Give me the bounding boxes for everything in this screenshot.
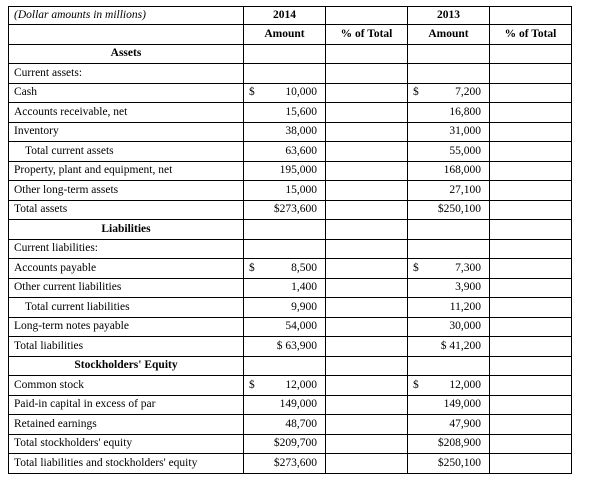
amount-2013: 12,000 — [449, 378, 481, 391]
amount-2013: $250,100 — [408, 200, 490, 220]
table-row — [9, 337, 572, 357]
subheader-row — [9, 239, 572, 259]
row-label: Retained earnings — [9, 415, 244, 435]
amount-2014: 12,000 — [285, 378, 317, 391]
pct-2014-header: % of Total — [326, 25, 408, 45]
row-label: Long-term notes payable — [9, 317, 244, 337]
amount-2013: 7,300 — [455, 261, 481, 274]
amount-2014: 63,600 — [244, 142, 326, 162]
table-row — [9, 122, 572, 142]
section-row-assets — [9, 44, 572, 64]
amount-2013: $250,100 — [408, 454, 490, 474]
section-row-equity — [9, 356, 572, 376]
row-label: Cash — [9, 83, 244, 103]
row-label: Total liabilities and stockholders' equity — [9, 454, 244, 474]
table-row — [9, 103, 572, 123]
amount-2013: 7,200 — [455, 86, 481, 99]
row-label: Common stock — [9, 376, 244, 396]
table-row — [9, 200, 572, 220]
amount-2014: 15,600 — [244, 103, 326, 123]
table-row — [9, 395, 572, 415]
section-title-assets: Assets — [9, 44, 244, 64]
header-row-columns — [9, 25, 572, 45]
amount-2013: 27,100 — [408, 181, 490, 201]
amount-2013: 30,000 — [408, 317, 490, 337]
subheader-row — [9, 64, 572, 84]
table-row — [9, 317, 572, 337]
table-row — [9, 142, 572, 162]
amount-2014: 149,000 — [244, 395, 326, 415]
table-row — [9, 298, 572, 318]
current-liabilities-label: Current liabilities: — [9, 239, 244, 259]
amount-2013: 16,800 — [408, 103, 490, 123]
amount-2013-header: Amount — [408, 25, 490, 45]
amount-2014: 15,000 — [244, 181, 326, 201]
amount-2014: 48,700 — [244, 415, 326, 435]
section-title-liabilities: Liabilities — [9, 220, 244, 240]
row-label: Inventory — [9, 122, 244, 142]
amount-2014-header: Amount — [244, 25, 326, 45]
amount-2013: 47,900 — [408, 415, 490, 435]
section-title-equity: Stockholders' Equity — [9, 356, 244, 376]
row-label: Accounts payable — [9, 259, 244, 279]
row-label: Total assets — [9, 200, 244, 220]
balance-sheet-table — [8, 6, 572, 474]
table-row: Cash $ 10,000 $ 7,200 — [9, 83, 572, 103]
row-label: Property, plant and equipment, net — [9, 161, 244, 181]
amount-2014: 38,000 — [244, 122, 326, 142]
amount-2014: $ 63,900 — [244, 337, 326, 357]
table-caption: (Dollar amounts in millions) — [9, 7, 244, 25]
table-row: Accounts payable $ 8,500 $ 7,300 — [9, 259, 572, 279]
table-row — [9, 278, 572, 298]
row-label: Accounts receivable, net — [9, 103, 244, 123]
row-label: Other current liabilities — [9, 278, 244, 298]
table-row — [9, 161, 572, 181]
row-label: Other long-term assets — [9, 181, 244, 201]
amount-2013: 55,000 — [408, 142, 490, 162]
row-label: Total current assets — [9, 142, 244, 162]
amount-2013: 31,000 — [408, 122, 490, 142]
amount-2014: 9,900 — [244, 298, 326, 318]
amount-2014: $209,700 — [244, 434, 326, 454]
amount-2013: 149,000 — [408, 395, 490, 415]
header-row-years — [9, 7, 572, 25]
table-row: Common stock $ 12,000 $ 12,000 — [9, 376, 572, 396]
table-row — [9, 415, 572, 435]
row-label: Total stockholders' equity — [9, 434, 244, 454]
amount-2014: 8,500 — [291, 261, 317, 274]
amount-2014: $273,600 — [244, 200, 326, 220]
section-row-liabilities — [9, 220, 572, 240]
table-row — [9, 181, 572, 201]
amount-2013: 11,200 — [408, 298, 490, 318]
amount-2014: $273,600 — [244, 454, 326, 474]
amount-2013: 168,000 — [408, 161, 490, 181]
table-row — [9, 434, 572, 454]
amount-2014: 195,000 — [244, 161, 326, 181]
current-assets-label: Current assets: — [9, 64, 244, 84]
year-2013-header: 2013 — [408, 7, 490, 25]
pct-2013-header: % of Total — [490, 25, 572, 45]
amount-2013: 3,900 — [408, 278, 490, 298]
table-row — [9, 454, 572, 474]
amount-2013: $208,900 — [408, 434, 490, 454]
year-2014-header: 2014 — [244, 7, 326, 25]
row-label: Total liabilities — [9, 337, 244, 357]
row-label: Paid-in capital in excess of par — [9, 395, 244, 415]
amount-2013: $ 41,200 — [408, 337, 490, 357]
amount-2014: 54,000 — [244, 317, 326, 337]
amount-2014: 1,400 — [244, 278, 326, 298]
amount-2014: 10,000 — [285, 86, 317, 99]
row-label: Total current liabilities — [9, 298, 244, 318]
